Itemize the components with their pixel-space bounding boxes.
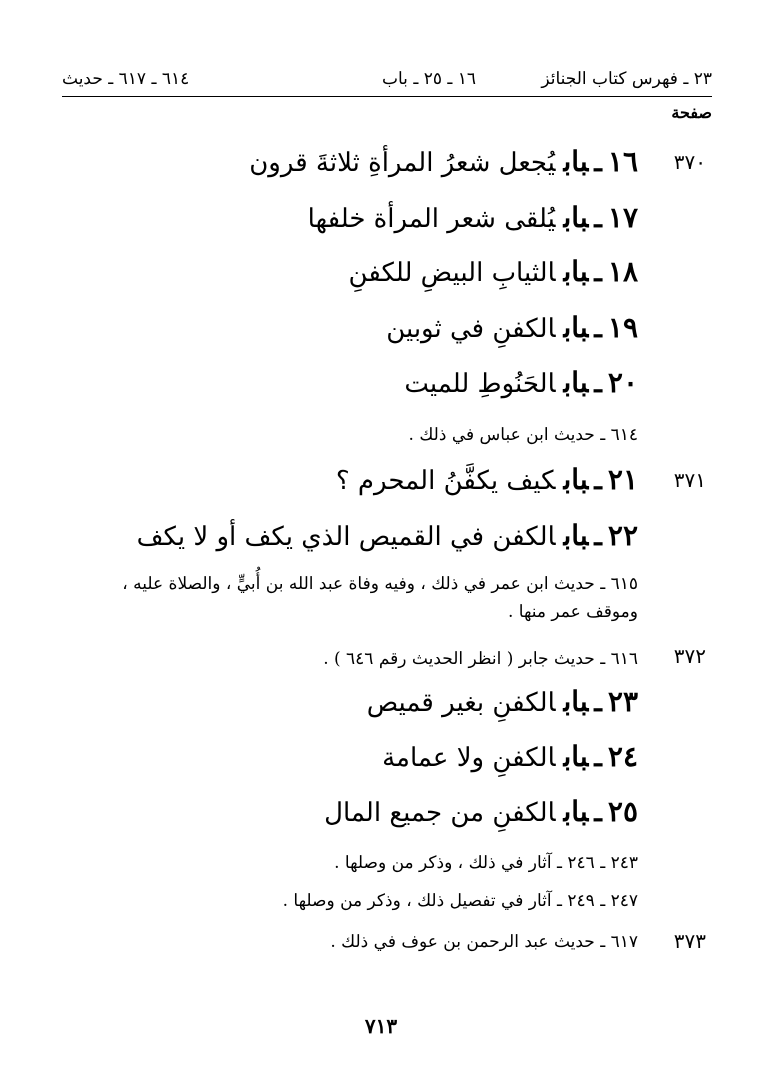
chapter-heading xyxy=(308,196,638,240)
chapter-bab: باب xyxy=(563,519,589,552)
page-folio: ٧١٣ xyxy=(364,1014,398,1038)
chapter-number: ١٧ xyxy=(607,201,638,234)
header-rule xyxy=(62,96,712,97)
header-book-title: ٢٣ ـ فهرس كتاب الجنائز xyxy=(541,69,712,89)
chapter-heading xyxy=(349,250,638,294)
chapter-dash: ـ xyxy=(594,148,602,178)
chapter-heading xyxy=(382,735,638,779)
chapter-title: يُلقى شعر المرأة خلفها xyxy=(307,204,556,234)
chapter-dash: ـ xyxy=(594,314,602,344)
chapter-number: ٢٠ xyxy=(607,366,638,399)
chapter-dash: ـ xyxy=(594,466,602,496)
chapter-bab: باب xyxy=(563,366,589,399)
chapter-heading xyxy=(137,514,638,558)
chapter-bab: باب xyxy=(563,311,589,344)
chapter-number: ١٩ xyxy=(607,311,638,344)
hadith-entry: ٦١٥ ـ حديث ابن عمر في ذلك ، وفيه وفاة عبد الله بن أُبيٍّ ، والصلاة عليه ، وموقف عمر منها . xyxy=(122,574,638,622)
chapter-dash: ـ xyxy=(594,743,602,773)
chapter-dash: ـ xyxy=(594,798,602,828)
header-chapter-range: ١٦ ـ ٢٥ ـ باب xyxy=(382,69,477,89)
chapter-title: الكفنِ في ثوبين xyxy=(386,314,556,344)
chapter-dash: ـ xyxy=(594,258,602,288)
chapter-dash: ـ xyxy=(594,204,602,234)
hadith-entry: ٦١٦ ـ حديث جابر ( انظر الحديث رقم ٦٤٦ ) . xyxy=(323,649,638,669)
chapter-bab: باب xyxy=(563,463,589,496)
chapter-heading xyxy=(367,680,638,724)
chapter-title: الكفنِ من جميع المال xyxy=(324,798,556,828)
chapter-bab: باب xyxy=(563,255,589,288)
chapter-dash: ـ xyxy=(594,688,602,718)
athar-entry: ٢٤٣ ـ ٢٤٦ ـ آثار في ذلك ، وذكر من وصلها . xyxy=(334,853,638,873)
chapter-title: الحَنُوطِ للميت xyxy=(404,369,556,399)
chapter-bab: باب xyxy=(563,685,589,718)
chapter-number: ٢٣ xyxy=(607,685,638,718)
header-hadith-range: ٦١٤ ـ ٦١٧ ـ حديث xyxy=(62,69,190,89)
chapter-title: الكفن في القميص الذي يكف أو لا يكف xyxy=(136,522,556,552)
chapter-number: ٢٢ xyxy=(607,519,638,552)
chapter-number: ٢١ xyxy=(607,463,638,496)
chapter-bab: باب xyxy=(563,145,589,178)
hadith-entry: ٦١٤ ـ حديث ابن عباس في ذلك . xyxy=(408,425,638,445)
chapter-title: يُجعل شعرُ المرأةِ ثلاثةَ قرون xyxy=(249,148,556,178)
chapter-heading xyxy=(404,361,638,405)
chapter-heading xyxy=(249,140,638,184)
chapter-bab: باب xyxy=(563,740,589,773)
hadith-entry: ٦١٧ ـ حديث عبد الرحمن بن عوف في ذلك . xyxy=(330,932,638,952)
athar-entry: ٢٤٧ ـ ٢٤٩ ـ آثار في تفصيل ذلك ، وذكر من وصلها . xyxy=(282,891,638,911)
page-number: ٣٧٣ xyxy=(673,929,706,953)
chapter-number: ١٨ xyxy=(607,255,638,288)
chapter-number: ١٦ xyxy=(607,145,638,178)
chapter-heading xyxy=(386,306,638,350)
page-column-label: صفحة xyxy=(671,103,712,122)
chapter-bab: باب xyxy=(563,795,589,828)
running-header xyxy=(62,66,712,92)
chapter-dash: ـ xyxy=(594,369,602,399)
chapter-heading xyxy=(324,790,638,834)
chapter-bab: باب xyxy=(563,201,589,234)
chapter-title: الثيابِ البيضِ للكفنِ xyxy=(348,258,556,288)
page-number: ٣٧٠ xyxy=(673,150,706,174)
chapter-heading xyxy=(336,458,638,502)
chapter-number: ٢٤ xyxy=(607,740,638,773)
chapter-dash: ـ xyxy=(594,522,602,552)
chapter-title: الكفنِ ولا عمامة xyxy=(382,743,556,773)
page-number: ٣٧٢ xyxy=(673,644,706,668)
chapter-number: ٢٥ xyxy=(607,795,638,828)
page-number: ٣٧١ xyxy=(673,468,706,492)
chapter-title: الكفنِ بغير قميص xyxy=(366,688,556,718)
chapter-title: كيف يكفَّنُ المحرم ؟ xyxy=(335,466,556,496)
